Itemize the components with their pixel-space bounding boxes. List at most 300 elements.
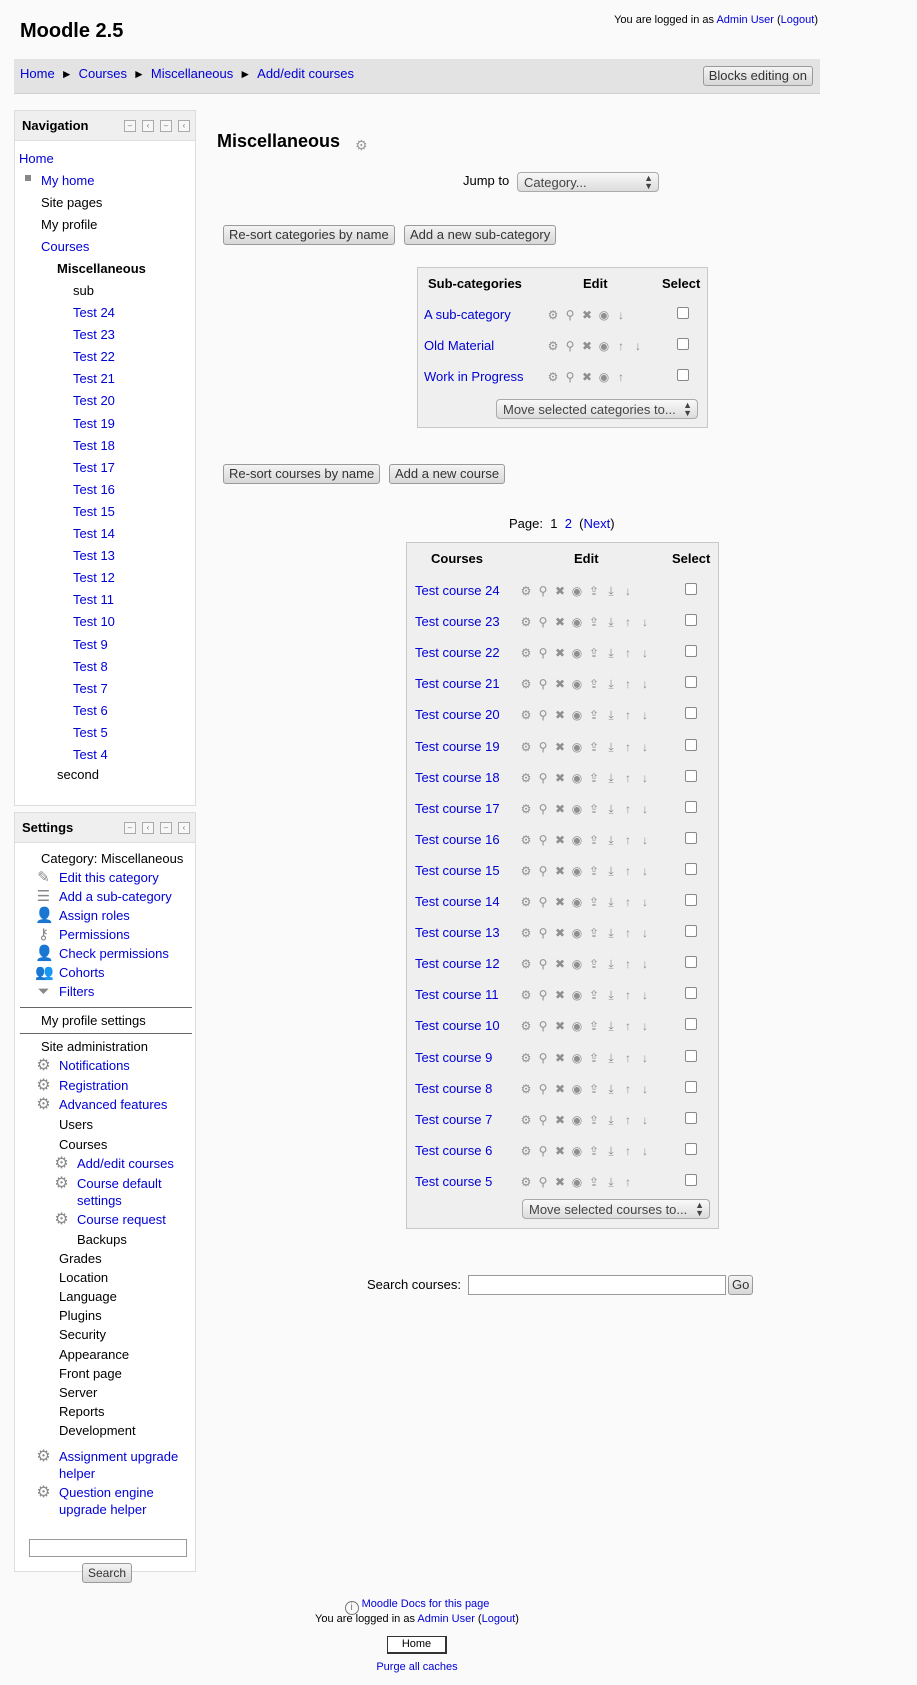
course-link[interactable]: Test course 19	[415, 738, 500, 754]
delete-icon[interactable]: ✖	[554, 770, 566, 785]
user-profile-link[interactable]: Admin User	[716, 14, 774, 26]
move-icon[interactable]: –	[160, 822, 172, 834]
assign-roles-icon[interactable]: ⚲	[538, 1081, 548, 1096]
assign-roles-icon[interactable]: ⚲	[538, 1050, 548, 1065]
move-down-icon[interactable]: ↓	[642, 801, 648, 816]
assign-roles-icon[interactable]: ⚲	[538, 770, 548, 785]
course-link[interactable]: Test course 9	[415, 1049, 493, 1065]
backup-icon[interactable]: ⤓	[608, 895, 614, 909]
move-down-icon[interactable]: ↓	[642, 770, 648, 785]
settings-gear-icon[interactable]: ⚙	[520, 770, 532, 785]
nav-my-profile[interactable]: My profile	[41, 217, 98, 232]
move-up-icon[interactable]: ↑	[625, 739, 631, 754]
select-checkbox[interactable]	[677, 307, 689, 319]
move-up-icon[interactable]: ↑	[625, 770, 631, 785]
backup-icon[interactable]: ⤓	[608, 863, 614, 878]
assign-roles-icon[interactable]: ⚲	[538, 1143, 548, 1158]
category-setting-link[interactable]: Cohorts	[59, 965, 105, 980]
subcategory-link[interactable]: A sub-category	[424, 307, 511, 322]
course-link[interactable]: Test course 7	[415, 1111, 493, 1127]
admin-category-item[interactable]: Reports	[59, 1403, 105, 1419]
select-checkbox[interactable]	[685, 1050, 697, 1062]
add-course-button[interactable]: Add a new course	[389, 464, 505, 484]
select-checkbox[interactable]	[677, 369, 689, 381]
backup-icon[interactable]: ⤓	[608, 801, 614, 816]
hide-eye-icon[interactable]: ◉	[571, 646, 583, 661]
backup-icon[interactable]: ⤓	[608, 708, 614, 723]
course-link[interactable]: Test course 22	[415, 645, 500, 661]
move-down-icon[interactable]: ↓	[642, 646, 648, 661]
category-setting-link[interactable]: Filters	[59, 984, 95, 999]
subcategory-link[interactable]: Old Material	[424, 338, 495, 353]
hide-eye-icon[interactable]: ◉	[571, 584, 583, 598]
assign-roles-icon[interactable]: ⚲	[538, 926, 548, 941]
backup-icon[interactable]: ⤓	[608, 1174, 614, 1189]
move-up-level-icon[interactable]: ⇪	[588, 863, 600, 878]
select-checkbox[interactable]	[685, 583, 697, 595]
course-link[interactable]: Test course 8	[415, 1080, 493, 1096]
admin-category-item[interactable]: Location	[59, 1270, 109, 1286]
move-up-icon[interactable]: ↑	[618, 370, 624, 384]
hide-eye-icon[interactable]: ◉	[571, 1174, 583, 1189]
select-checkbox[interactable]	[685, 1174, 697, 1186]
assign-roles-icon[interactable]: ⚲	[538, 895, 548, 909]
move-down-icon[interactable]: ↓	[642, 739, 648, 754]
assign-roles-icon[interactable]: ⚲	[538, 863, 548, 878]
footer-logout-link[interactable]: Logout	[481, 1613, 516, 1625]
assign-roles-icon[interactable]: ⚲	[538, 1174, 548, 1189]
select-checkbox[interactable]	[685, 1143, 697, 1155]
move-up-icon[interactable]: ↑	[625, 1143, 631, 1158]
hide-eye-icon[interactable]: ◉	[571, 615, 583, 630]
collapse-icon[interactable]: –	[124, 822, 136, 834]
move-down-icon[interactable]: ↓	[642, 895, 648, 909]
assign-roles-icon[interactable]: ⚲	[538, 1112, 548, 1127]
backup-icon[interactable]: ⤓	[608, 1081, 614, 1096]
backup-icon[interactable]: ⤓	[608, 677, 614, 692]
nav-current-category[interactable]: Miscellaneous	[57, 261, 146, 276]
nav-test-item[interactable]: Test 4	[73, 747, 108, 762]
delete-icon[interactable]: ✖	[554, 1081, 566, 1096]
move-up-icon[interactable]: ↑	[625, 646, 631, 661]
admin-category-item[interactable]: Language	[59, 1289, 117, 1305]
nav-my-home[interactable]: My home	[41, 173, 95, 188]
move-down-icon[interactable]: ↓	[642, 988, 648, 1003]
delete-icon[interactable]: ✖	[554, 832, 566, 847]
delete-icon[interactable]: ✖	[554, 926, 566, 941]
settings-gear-icon[interactable]: ⚙	[520, 646, 532, 661]
settings-backups[interactable]: Backups	[77, 1232, 127, 1247]
assign-roles-icon[interactable]: ⚲	[538, 1019, 548, 1034]
delete-icon[interactable]: ✖	[554, 677, 566, 692]
move-up-icon[interactable]: ↑	[625, 988, 631, 1003]
select-checkbox[interactable]	[685, 645, 697, 657]
move-down-icon[interactable]: ↓	[642, 1019, 648, 1034]
move-up-level-icon[interactable]: ⇪	[588, 832, 600, 847]
select-checkbox[interactable]	[685, 925, 697, 937]
settings-gear-icon[interactable]: ⚙	[547, 339, 559, 353]
settings-notifications[interactable]: Notifications	[59, 1058, 130, 1073]
delete-icon[interactable]: ✖	[554, 1143, 566, 1158]
course-link[interactable]: Test course 5	[415, 1173, 493, 1189]
assign-roles-icon[interactable]: ⚲	[538, 708, 548, 723]
move-down-icon[interactable]: ↓	[642, 615, 648, 630]
nav-test-item[interactable]: Test 8	[73, 658, 108, 674]
nav-test-item[interactable]: Test 18	[73, 437, 115, 453]
assign-roles-icon[interactable]: ⚲	[538, 832, 548, 847]
hide-eye-icon[interactable]: ◉	[571, 708, 583, 723]
admin-category-item[interactable]: Plugins	[59, 1308, 102, 1324]
category-setting-link[interactable]: Assign roles	[59, 908, 130, 923]
select-checkbox[interactable]	[685, 1081, 697, 1093]
course-link[interactable]: Test course 10	[415, 1018, 500, 1034]
move-down-icon[interactable]: ↓	[642, 677, 648, 692]
move-up-level-icon[interactable]: ⇪	[588, 615, 600, 630]
hide-eye-icon[interactable]: ◉	[571, 770, 583, 785]
move-up-icon[interactable]: ↑	[625, 1050, 631, 1065]
backup-icon[interactable]: ⤓	[608, 957, 614, 972]
move-up-level-icon[interactable]: ⇪	[588, 1050, 600, 1065]
move-up-level-icon[interactable]: ⇪	[588, 677, 600, 692]
select-checkbox[interactable]	[685, 801, 697, 813]
move-up-icon[interactable]: ↑	[625, 863, 631, 878]
assign-roles-icon[interactable]: ⚲	[538, 801, 548, 816]
settings-gear-icon[interactable]: ⚙	[520, 863, 532, 878]
move-up-icon[interactable]: ↑	[625, 1112, 631, 1127]
course-link[interactable]: Test course 21	[415, 676, 500, 692]
nav-test-item[interactable]: Test 20	[73, 393, 115, 409]
hide-eye-icon[interactable]: ◉	[598, 339, 610, 353]
admin-category-item[interactable]: Development	[59, 1422, 136, 1438]
settings-gear-icon[interactable]: ⚙	[520, 1112, 532, 1127]
course-link[interactable]: Test course 17	[415, 800, 500, 816]
assign-roles-icon[interactable]: ⚲	[565, 308, 575, 322]
nav-test-item[interactable]: Test 16	[73, 481, 115, 497]
assign-roles-icon[interactable]: ⚲	[565, 370, 575, 384]
settings-gear-icon[interactable]: ⚙	[520, 1050, 532, 1065]
move-categories-select[interactable]	[496, 399, 698, 419]
settings-gear-icon[interactable]: ⚙	[520, 584, 532, 598]
course-link[interactable]: Test course 18	[415, 769, 500, 785]
admin-category-item[interactable]: Front page	[59, 1365, 122, 1381]
nav-site-pages[interactable]: Site pages	[41, 195, 103, 210]
nav-test-item[interactable]: Test 17	[73, 459, 115, 475]
backup-icon[interactable]: ⤓	[608, 770, 614, 785]
select-checkbox[interactable]	[685, 863, 697, 875]
backup-icon[interactable]: ⤓	[608, 584, 614, 598]
settings-gear-icon[interactable]: ⚙	[520, 895, 532, 909]
move-down-icon[interactable]: ↓	[635, 339, 641, 353]
settings-assignment-upgrade-line1[interactable]: Assignment upgrade	[59, 1449, 179, 1464]
course-link[interactable]: Test course 11	[415, 987, 499, 1003]
settings-advanced-features[interactable]: Advanced features	[59, 1097, 168, 1112]
nav-second[interactable]: second	[57, 767, 99, 782]
delete-icon[interactable]: ✖	[554, 1050, 566, 1065]
delete-icon[interactable]: ✖	[554, 646, 566, 661]
settings-gear-icon[interactable]: ⚙	[520, 1081, 532, 1096]
select-checkbox[interactable]	[685, 987, 697, 999]
nav-test-item[interactable]: Test 21	[73, 371, 115, 387]
settings-course-default-line2[interactable]: settings	[77, 1193, 122, 1208]
move-up-level-icon[interactable]: ⇪	[588, 1081, 600, 1096]
resort-courses-button[interactable]: Re-sort courses by name	[223, 464, 380, 484]
nav-test-item[interactable]: Test 11	[73, 592, 114, 608]
nav-test-item[interactable]: Test 12	[73, 570, 115, 586]
hide-eye-icon[interactable]: ◉	[571, 677, 583, 692]
move-up-level-icon[interactable]: ⇪	[588, 770, 600, 785]
assign-roles-icon[interactable]: ⚲	[565, 339, 575, 353]
backup-icon[interactable]: ⤓	[608, 1019, 614, 1034]
backup-icon[interactable]: ⤓	[608, 739, 614, 754]
select-checkbox[interactable]	[685, 770, 697, 782]
assign-roles-icon[interactable]: ⚲	[538, 584, 548, 598]
blocks-editing-button[interactable]: Blocks editing on	[703, 66, 813, 86]
move-up-icon[interactable]: ↑	[625, 1019, 631, 1034]
gear-icon[interactable]: ⚙	[355, 137, 368, 153]
move-up-level-icon[interactable]: ⇪	[588, 801, 600, 816]
select-checkbox[interactable]	[685, 676, 697, 688]
settings-gear-icon[interactable]: ⚙	[547, 370, 559, 384]
backup-icon[interactable]: ⤓	[608, 832, 614, 847]
move-up-level-icon[interactable]: ⇪	[588, 1174, 600, 1189]
collapse-icon[interactable]: –	[124, 120, 136, 132]
move-down-icon[interactable]: ↓	[618, 308, 624, 322]
nav-test-item[interactable]: Test 5	[73, 724, 108, 740]
category-setting-link[interactable]: Permissions	[59, 927, 130, 942]
nav-home[interactable]: Home	[19, 151, 54, 166]
delete-icon[interactable]: ✖	[554, 988, 566, 1003]
settings-assignment-upgrade-line2[interactable]: helper	[59, 1466, 96, 1481]
page-2-link[interactable]: 2	[564, 516, 572, 531]
move-up-level-icon[interactable]: ⇪	[588, 708, 600, 723]
hide-eye-icon[interactable]: ◉	[571, 801, 583, 816]
move-up-icon[interactable]: ↑	[625, 832, 631, 847]
move-up-icon[interactable]: ↑	[625, 801, 631, 816]
delete-icon[interactable]: ✖	[554, 739, 566, 754]
page-next-link[interactable]: Next	[583, 516, 611, 531]
delete-icon[interactable]: ✖	[554, 708, 566, 723]
course-link[interactable]: Test course 13	[415, 925, 500, 941]
course-link[interactable]: Test course 24	[415, 583, 500, 598]
dock-icon[interactable]: ‹	[142, 120, 154, 132]
hide-icon[interactable]: ‹	[178, 120, 190, 132]
course-link[interactable]: Test course 23	[415, 614, 500, 630]
move-up-icon[interactable]: ↑	[625, 1174, 631, 1189]
nav-test-item[interactable]: Test 23	[73, 327, 115, 343]
settings-gear-icon[interactable]: ⚙	[520, 988, 532, 1003]
dock-icon[interactable]: ‹	[142, 822, 154, 834]
move-courses-select[interactable]	[522, 1199, 710, 1219]
settings-courses[interactable]: Courses	[59, 1137, 108, 1152]
settings-registration[interactable]: Registration	[59, 1078, 129, 1093]
move-up-level-icon[interactable]: ⇪	[588, 739, 600, 754]
settings-gear-icon[interactable]: ⚙	[520, 801, 532, 816]
course-link[interactable]: Test course 20	[415, 707, 500, 723]
add-subcategory-button[interactable]: Add a new sub-category	[404, 225, 556, 245]
select-checkbox[interactable]	[685, 956, 697, 968]
select-checkbox[interactable]	[685, 739, 697, 751]
settings-users[interactable]: Users	[59, 1117, 93, 1132]
nav-test-item[interactable]: Test 22	[73, 349, 115, 365]
logout-link[interactable]: Logout	[780, 14, 815, 26]
nav-sub[interactable]: sub	[73, 283, 94, 298]
delete-icon[interactable]: ✖	[581, 308, 593, 322]
nav-test-item[interactable]: Test 6	[73, 702, 108, 718]
select-checkbox[interactable]	[685, 1018, 697, 1030]
hide-eye-icon[interactable]: ◉	[571, 1112, 583, 1127]
breadcrumb-courses[interactable]: Courses	[78, 66, 127, 81]
move-down-icon[interactable]: ↓	[642, 926, 648, 941]
resort-categories-button[interactable]: Re-sort categories by name	[223, 225, 395, 245]
hide-eye-icon[interactable]: ◉	[571, 926, 583, 941]
settings-gear-icon[interactable]: ⚙	[520, 832, 532, 847]
settings-gear-icon[interactable]: ⚙	[520, 739, 532, 754]
move-up-icon[interactable]: ↑	[625, 708, 631, 723]
delete-icon[interactable]: ✖	[554, 895, 566, 909]
delete-icon[interactable]: ✖	[554, 801, 566, 816]
assign-roles-icon[interactable]: ⚲	[538, 677, 548, 692]
category-setting-link[interactable]: Check permissions	[59, 946, 169, 961]
select-checkbox[interactable]	[677, 338, 689, 350]
backup-icon[interactable]: ⤓	[608, 926, 614, 941]
hide-eye-icon[interactable]: ◉	[598, 370, 610, 384]
breadcrumb-home[interactable]: Home	[20, 66, 55, 81]
move-up-icon[interactable]: ↑	[625, 1081, 631, 1096]
nav-test-item[interactable]: Test 9	[73, 636, 108, 652]
move-down-icon[interactable]: ↓	[642, 863, 648, 878]
category-setting-link[interactable]: Add a sub-category	[59, 889, 172, 904]
backup-icon[interactable]: ⤓	[608, 1050, 614, 1065]
settings-search-button[interactable]: Search	[82, 1563, 132, 1583]
nav-test-item[interactable]: Test 14	[73, 526, 115, 541]
nav-test-item[interactable]: Test 24	[73, 305, 115, 320]
nav-test-item[interactable]: Test 19	[73, 415, 115, 431]
move-down-icon[interactable]: ↓	[642, 1050, 648, 1065]
footer-user-link[interactable]: Admin User	[417, 1613, 475, 1625]
select-checkbox[interactable]	[685, 1112, 697, 1124]
hide-eye-icon[interactable]: ◉	[571, 957, 583, 972]
course-link[interactable]: Test course 14	[415, 894, 500, 909]
assign-roles-icon[interactable]: ⚲	[538, 957, 548, 972]
footer-home-button[interactable]: Home	[387, 1636, 447, 1654]
move-up-level-icon[interactable]: ⇪	[588, 1143, 600, 1158]
backup-icon[interactable]: ⤓	[608, 988, 614, 1003]
course-link[interactable]: Test course 16	[415, 831, 500, 847]
search-courses-go-button[interactable]: Go	[728, 1275, 753, 1295]
breadcrumb-miscellaneous[interactable]: Miscellaneous	[150, 66, 234, 81]
move-up-icon[interactable]: ↑	[625, 895, 631, 909]
settings-add-edit-courses[interactable]: Add/edit courses	[77, 1156, 174, 1171]
settings-question-engine-line1[interactable]: Question engine	[59, 1485, 154, 1500]
admin-category-item[interactable]: Server	[59, 1384, 98, 1400]
search-courses-input[interactable]	[468, 1275, 726, 1295]
settings-gear-icon[interactable]: ⚙	[547, 308, 559, 322]
select-checkbox[interactable]	[685, 614, 697, 626]
nav-test-item[interactable]: Test 15	[73, 503, 115, 519]
assign-roles-icon[interactable]: ⚲	[538, 739, 548, 754]
select-checkbox[interactable]	[685, 832, 697, 844]
move-down-icon[interactable]: ↓	[642, 708, 648, 723]
move-up-level-icon[interactable]: ⇪	[588, 1112, 600, 1127]
hide-eye-icon[interactable]: ◉	[571, 1019, 583, 1034]
move-down-icon[interactable]: ↓	[625, 584, 631, 598]
select-checkbox[interactable]	[685, 894, 697, 906]
settings-my-profile[interactable]: My profile settings	[41, 1013, 146, 1028]
hide-eye-icon[interactable]: ◉	[571, 988, 583, 1003]
move-down-icon[interactable]: ↓	[642, 1112, 648, 1127]
delete-icon[interactable]: ✖	[554, 584, 566, 598]
hide-eye-icon[interactable]: ◉	[571, 1081, 583, 1096]
hide-eye-icon[interactable]: ◉	[571, 1050, 583, 1065]
jump-to-select[interactable]	[517, 172, 659, 192]
move-up-icon[interactable]: ↑	[625, 957, 631, 972]
settings-gear-icon[interactable]: ⚙	[520, 677, 532, 692]
move-up-level-icon[interactable]: ⇪	[588, 988, 600, 1003]
move-up-icon[interactable]: ↑	[618, 339, 624, 353]
delete-icon[interactable]: ✖	[581, 370, 593, 384]
settings-question-engine-line2[interactable]: upgrade helper	[59, 1502, 147, 1517]
settings-search-input[interactable]	[29, 1539, 187, 1557]
move-up-level-icon[interactable]: ⇪	[588, 646, 600, 661]
nav-test-item[interactable]: Test 13	[73, 548, 115, 564]
course-link[interactable]: Test course 12	[415, 956, 500, 972]
settings-site-admin[interactable]: Site administration	[41, 1039, 148, 1054]
delete-icon[interactable]: ✖	[554, 1112, 566, 1127]
settings-gear-icon[interactable]: ⚙	[520, 957, 532, 972]
settings-gear-icon[interactable]: ⚙	[520, 708, 532, 723]
hide-eye-icon[interactable]: ◉	[571, 832, 583, 847]
move-up-level-icon[interactable]: ⇪	[588, 926, 600, 941]
course-link[interactable]: Test course 15	[415, 862, 500, 878]
admin-category-item[interactable]: Grades	[59, 1251, 102, 1266]
move-up-icon[interactable]: ↑	[625, 677, 631, 692]
move-up-level-icon[interactable]: ⇪	[588, 584, 600, 598]
hide-eye-icon[interactable]: ◉	[571, 739, 583, 754]
settings-gear-icon[interactable]: ⚙	[520, 926, 532, 941]
settings-gear-icon[interactable]: ⚙	[520, 1174, 532, 1189]
hide-eye-icon[interactable]: ◉	[571, 863, 583, 878]
settings-course-request[interactable]: Course request	[77, 1212, 166, 1227]
delete-icon[interactable]: ✖	[554, 863, 566, 878]
move-icon[interactable]: –	[160, 120, 172, 132]
move-up-icon[interactable]: ↑	[625, 615, 631, 630]
assign-roles-icon[interactable]: ⚲	[538, 646, 548, 661]
purge-caches-link[interactable]: Purge all caches	[376, 1661, 458, 1673]
settings-gear-icon[interactable]: ⚙	[520, 1143, 532, 1158]
move-down-icon[interactable]: ↓	[642, 1143, 648, 1158]
move-down-icon[interactable]: ↓	[642, 832, 648, 847]
admin-category-item[interactable]: Security	[59, 1327, 106, 1343]
move-up-level-icon[interactable]: ⇪	[588, 1019, 600, 1034]
admin-category-item[interactable]: Appearance	[59, 1346, 130, 1362]
hide-icon[interactable]: ‹	[178, 822, 190, 834]
hide-eye-icon[interactable]: ◉	[598, 308, 610, 322]
backup-icon[interactable]: ⤓	[608, 1112, 614, 1127]
nav-test-item[interactable]: Test 10	[73, 614, 115, 630]
delete-icon[interactable]: ✖	[554, 957, 566, 972]
delete-icon[interactable]: ✖	[581, 339, 593, 353]
delete-icon[interactable]: ✖	[554, 1019, 566, 1034]
move-up-level-icon[interactable]: ⇪	[588, 895, 600, 909]
move-up-icon[interactable]: ↑	[625, 926, 631, 941]
move-down-icon[interactable]: ↓	[642, 1081, 648, 1096]
course-link[interactable]: Test course 6	[415, 1142, 493, 1158]
assign-roles-icon[interactable]: ⚲	[538, 988, 548, 1003]
delete-icon[interactable]: ✖	[554, 615, 566, 630]
move-up-level-icon[interactable]: ⇪	[588, 957, 600, 972]
subcategory-link[interactable]: Work in Progress	[424, 369, 524, 384]
nav-test-item[interactable]: Test 7	[73, 680, 108, 696]
